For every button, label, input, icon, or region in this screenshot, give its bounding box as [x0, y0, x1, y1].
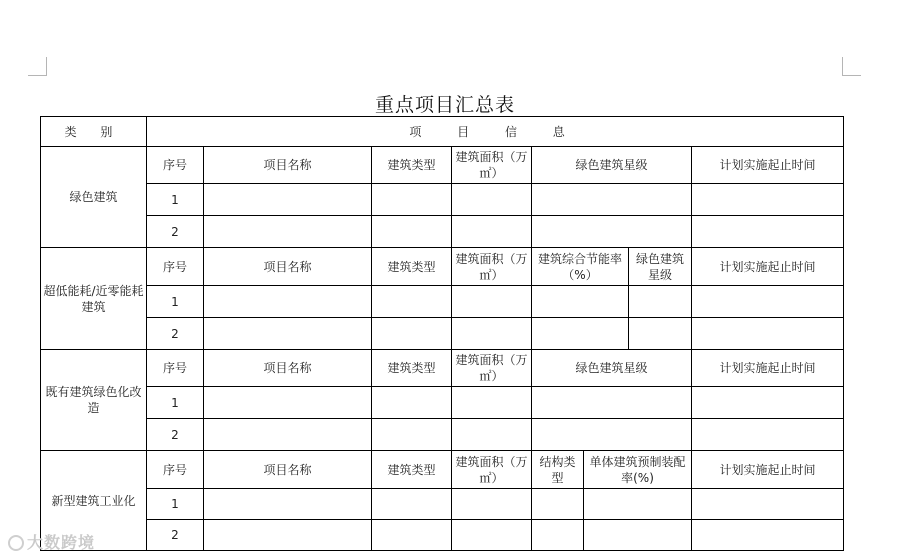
empty-cell — [584, 489, 692, 520]
empty-cell — [452, 184, 532, 216]
empty-cell — [372, 419, 452, 451]
empty-cell — [532, 419, 692, 451]
col-building-type: 建筑类型 — [372, 350, 452, 387]
empty-cell — [452, 216, 532, 248]
col-index: 序号 — [147, 248, 204, 286]
document-title: 重点项目汇总表 — [374, 94, 515, 116]
col-project-name: 项目名称 — [204, 350, 372, 387]
empty-cell — [692, 216, 844, 248]
col-prefab-rate: 单体建筑预制装配率(%) — [584, 451, 692, 489]
empty-cell — [204, 286, 372, 318]
col-area: 建筑面积（万㎡） — [452, 248, 532, 286]
col-index: 序号 — [147, 147, 204, 184]
empty-cell — [692, 318, 844, 350]
row-index: 2 — [147, 216, 204, 248]
col-schedule: 计划实施起止时间 — [692, 350, 844, 387]
col-green-rating: 绿色建筑星级 — [532, 147, 692, 184]
empty-cell — [452, 286, 532, 318]
corner-mark-right — [842, 57, 861, 76]
row-index: 2 — [147, 520, 204, 551]
table-row — [41, 286, 844, 318]
empty-cell — [372, 520, 452, 551]
col-green-rating: 绿色建筑星级 — [532, 350, 692, 387]
empty-cell — [584, 520, 692, 551]
col-schedule: 计划实施起止时间 — [692, 147, 844, 184]
row-index: 2 — [147, 318, 204, 350]
col-schedule: 计划实施起止时间 — [692, 248, 844, 286]
corner-mark-left — [28, 57, 47, 76]
header-row — [41, 117, 844, 147]
col-building-type: 建筑类型 — [372, 147, 452, 184]
empty-cell — [532, 387, 692, 419]
section-category: 绿色建筑 — [41, 147, 147, 248]
empty-cell — [204, 216, 372, 248]
col-structure-type: 结构类型 — [532, 451, 584, 489]
empty-cell — [452, 489, 532, 520]
section-header-row — [41, 147, 844, 184]
row-index: 1 — [147, 286, 204, 318]
empty-cell — [452, 520, 532, 551]
col-project-name: 项目名称 — [204, 451, 372, 489]
empty-cell — [692, 387, 844, 419]
empty-cell — [532, 286, 629, 318]
empty-cell — [692, 489, 844, 520]
empty-cell — [692, 419, 844, 451]
col-area: 建筑面积（万㎡） — [452, 451, 532, 489]
col-area: 建筑面积（万㎡） — [452, 350, 532, 387]
empty-cell — [532, 489, 584, 520]
col-green-rating: 绿色建筑星级 — [629, 248, 692, 286]
empty-cell — [204, 318, 372, 350]
row-index: 2 — [147, 419, 204, 451]
row-index: 1 — [147, 387, 204, 419]
empty-cell — [532, 184, 692, 216]
col-building-type: 建筑类型 — [372, 248, 452, 286]
empty-cell — [692, 184, 844, 216]
empty-cell — [452, 318, 532, 350]
row-index: 1 — [147, 184, 204, 216]
table-row — [41, 184, 844, 216]
col-index: 序号 — [147, 451, 204, 489]
empty-cell — [204, 489, 372, 520]
section-header-row — [41, 248, 844, 286]
empty-cell — [372, 387, 452, 419]
section-header-row — [41, 350, 844, 387]
header-info: 项 目 信 息 — [147, 117, 844, 147]
logo-icon — [8, 535, 24, 551]
table-row — [41, 216, 844, 248]
section-category: 既有建筑绿色化改造 — [41, 350, 147, 451]
empty-cell — [372, 286, 452, 318]
empty-cell — [372, 489, 452, 520]
empty-cell — [532, 520, 584, 551]
col-schedule: 计划实施起止时间 — [692, 451, 844, 489]
empty-cell — [204, 184, 372, 216]
empty-cell — [629, 286, 692, 318]
summary-table — [40, 116, 844, 551]
empty-cell — [204, 520, 372, 551]
col-index: 序号 — [147, 350, 204, 387]
col-building-type: 建筑类型 — [372, 451, 452, 489]
empty-cell — [532, 216, 692, 248]
empty-cell — [532, 318, 629, 350]
empty-cell — [692, 520, 844, 551]
section-header-row — [41, 451, 844, 489]
empty-cell — [452, 387, 532, 419]
empty-cell — [452, 419, 532, 451]
table-row — [41, 387, 844, 419]
table-row — [41, 318, 844, 350]
col-project-name: 项目名称 — [204, 147, 372, 184]
empty-cell — [692, 286, 844, 318]
table-row — [41, 489, 844, 520]
col-energy-rate: 建筑综合节能率（%） — [532, 248, 629, 286]
col-area: 建筑面积（万㎡） — [452, 147, 532, 184]
empty-cell — [372, 318, 452, 350]
watermark — [8, 530, 95, 553]
watermark-text: 大数跨境 — [27, 533, 96, 552]
empty-cell — [372, 184, 452, 216]
section-category: 超低能耗/近零能耗建筑 — [41, 248, 147, 350]
table-row — [41, 520, 844, 551]
empty-cell — [204, 387, 372, 419]
empty-cell — [204, 419, 372, 451]
header-category: 类 别 — [41, 117, 147, 147]
section-category: 新型建筑工业化 — [41, 451, 147, 551]
col-project-name: 项目名称 — [204, 248, 372, 286]
table-row — [41, 419, 844, 451]
row-index: 1 — [147, 489, 204, 520]
empty-cell — [372, 216, 452, 248]
empty-cell — [629, 318, 692, 350]
